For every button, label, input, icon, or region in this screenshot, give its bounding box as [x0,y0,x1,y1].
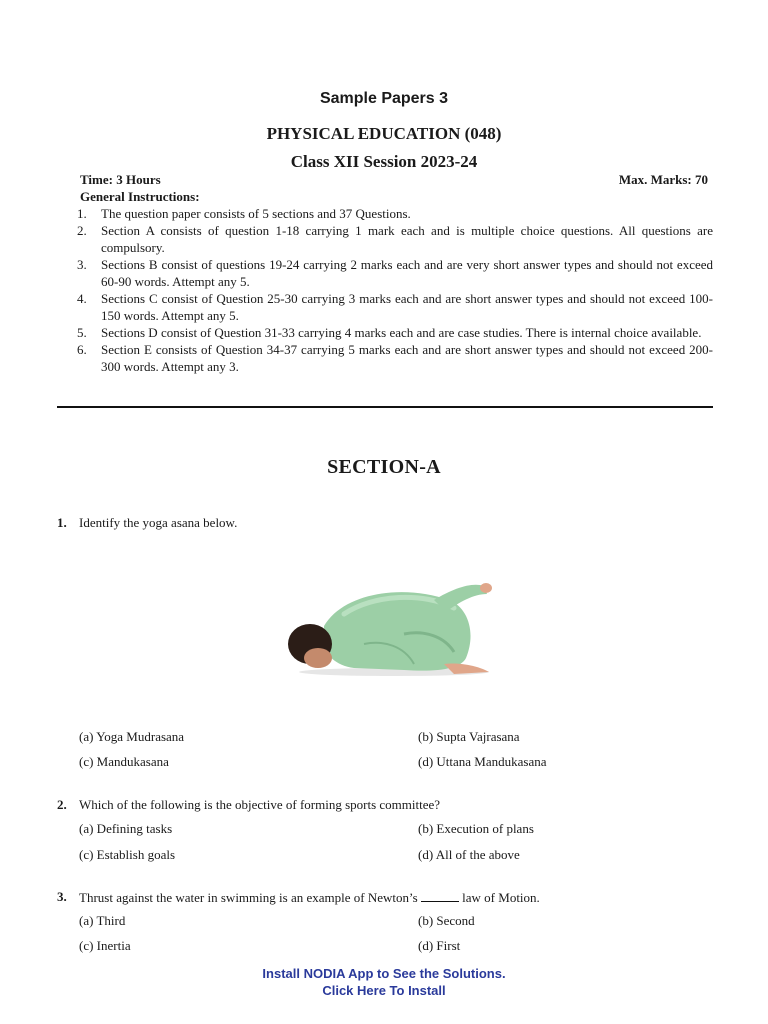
install-app-link[interactable]: Install NODIA App to See the Solutions. [262,966,506,981]
question-3-option-d: (d) First [418,938,461,953]
question-2-option-b: (b) Execution of plans [418,821,534,836]
session-title: Class XII Session 2023-24 [290,152,478,171]
instruction-item [57,256,713,290]
general-instructions-heading: General Instructions: [80,189,200,204]
question-2-option-a: (a) Defining tasks [79,821,173,836]
instruction-item [57,222,713,256]
instruction-text: Sections B consist of questions 19-24 carrying 2 marks each and are very short answer types and should not exceed 60-90 words. Attempt any 5. [101,257,713,289]
question-2-option-c: (c) Establish goals [79,847,176,862]
question-3-option-b: (b) Second [418,913,475,928]
question-text-before-blank: Thrust against the water in swimming is an example of Newton’s [79,890,418,905]
question-number: 2. [57,797,67,812]
instruction-text: The question paper consists of 5 sections and 37 Questions. [101,206,411,221]
time-label: Time: 3 Hours [80,172,161,187]
section-heading: SECTION-A [327,456,441,478]
instruction-text: Section E consists of Question 34-37 carrying 5 marks each and are short answer types and should not exceed 200-300 words. Attempt any 3. [101,342,713,374]
max-marks-label: Max. Marks: 70 [618,172,708,187]
question-1-option-b: (b) Supta Vajrasana [418,729,520,744]
instruction-text: Section A consists of question 1-18 carrying 1 mark each and is multiple choice questions. All questions are compulsory. [101,223,713,255]
instruction-item [57,205,713,222]
answer-blank [421,889,459,902]
question-1-option-c: (c) Mandukasana [79,754,169,769]
instruction-item [57,341,713,375]
instruction-number: 5. [77,325,87,340]
yoga-asana-figure [284,574,494,678]
instruction-number: 2. [77,223,87,238]
question-text-after-blank: law of Motion. [462,890,540,905]
instruction-text: Sections C consist of Question 25-30 carrying 3 marks each and are short answer types and should not exceed 100-150 words. Attempt any 5. [101,291,713,323]
question-1-option-d: (d) Uttana Mandukasana [418,754,547,769]
instruction-number: 3. [77,257,87,272]
series-title: Sample Papers 3 [319,90,449,107]
instruction-item [57,324,713,341]
click-to-install-link[interactable]: Click Here To Install [322,983,446,998]
question-number: 3. [57,889,67,904]
subject-title: PHYSICAL EDUCATION (048) [266,124,502,143]
question-text: Which of the following is the objective of forming sports committee? [79,797,441,812]
instructions-list [57,205,713,375]
question-3-option-c: (c) Inertia [79,938,131,953]
instruction-number: 6. [77,342,87,357]
instruction-number: 4. [77,291,87,306]
question-text: Identify the yoga asana below. [79,515,238,530]
question-3-option-a: (a) Third [79,913,126,928]
instruction-number: 1. [77,206,87,221]
instruction-item [57,290,713,324]
question-1-option-a: (a) Yoga Mudrasana [79,729,185,744]
question-number: 1. [57,515,67,530]
instruction-text: Sections D consist of Question 31-33 carrying 4 marks each and are case studies. There is internal choice available. [101,325,702,340]
section-divider [57,406,713,408]
question-2-option-d: (d) All of the above [418,847,520,862]
question-text [79,889,540,906]
